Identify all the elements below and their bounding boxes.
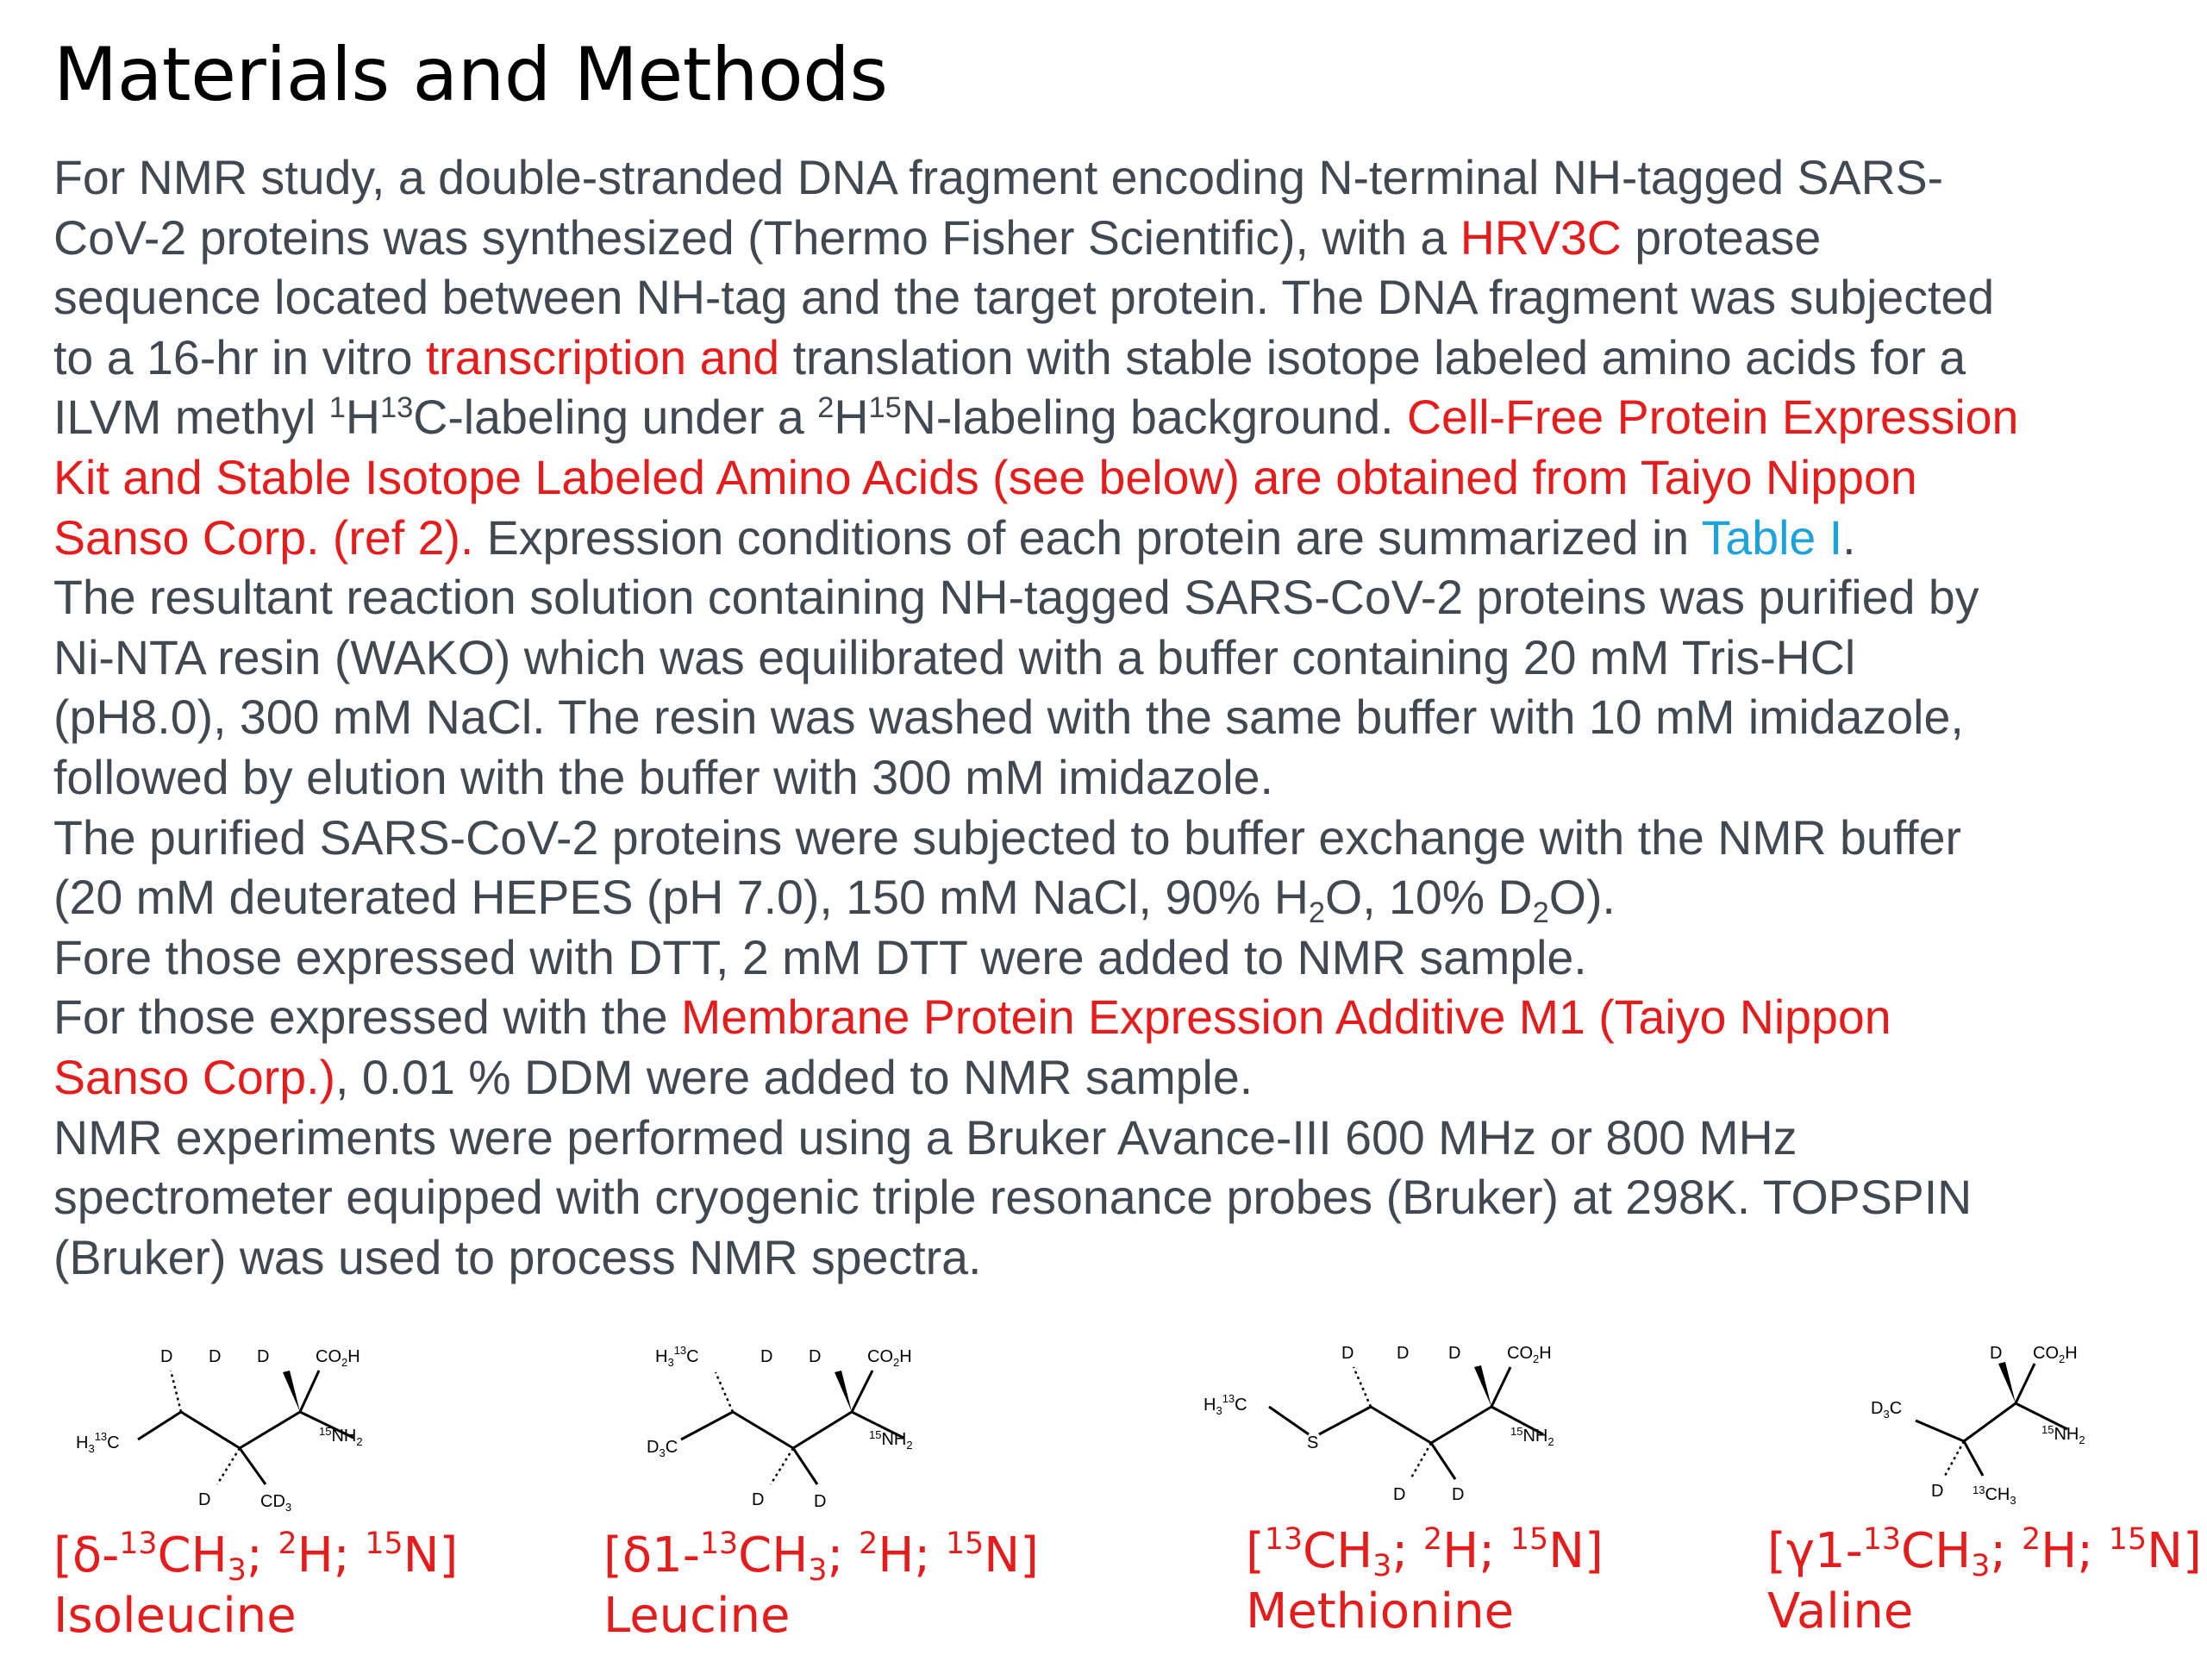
text-line: Sanso Corp.), 0.01 % DDM were added to NMR sample. [53, 1050, 1254, 1104]
valine-label: [$\gamma 1-^{13}CH_3$; $^2$H; $^{15}$N] Valine [1767, 1522, 2202, 1639]
svg-text:15NH2: $^{15}NH_2$ [2041, 1423, 2085, 1446]
svg-text:15NH2: $^{15}NH_2$ [869, 1428, 913, 1452]
text-line: NMR experiments were performed using a Bruker Avance-III 600 MHz or 800 MHz [53, 1110, 1797, 1165]
methionine-label: [$^{13}CH_3$; $^2$H; $^{15}$N] Methionine [1246, 1522, 1604, 1639]
svg-text:D: D [1452, 1485, 1465, 1504]
ref-link[interactable]: Sanso Corp. (ref 2). [53, 510, 474, 565]
svg-text:H313C: $H_3^{13}C$ [655, 1344, 699, 1369]
svg-text:D3C: $D_3C$ [647, 1438, 678, 1459]
svg-text:D: D [752, 1490, 765, 1509]
isoleucine-label: [$\delta-^{13}CH_3$; $^2$H; $^{15}$N] Isoleucine [53, 1527, 459, 1644]
methionine-structure [1198, 1327, 1578, 1517]
svg-text:H313C: $H_3^{13}C$ [1204, 1392, 1247, 1417]
membrane-additive-link-cont[interactable]: Sanso Corp.) [53, 1050, 335, 1104]
svg-text:H313C: $H_3^{13}C$ [76, 1430, 120, 1455]
text-line: spectrometer equipped with cryogenic triple resonance probes (Bruker) at 298K. TOPSPIN [53, 1171, 1973, 1225]
text-line: Sanso Corp. (ref 2). Expression conditions of each protein are summarized in Table I. [53, 510, 1856, 565]
text-line: The purified SARS-CoV-2 proteins were subjected to buffer exchange with the NMR buffer [53, 810, 1961, 865]
svg-text:D: D [160, 1347, 173, 1366]
isoleucine-structure [60, 1327, 422, 1517]
valine-structure [1854, 1327, 2164, 1517]
svg-text:D: D [198, 1490, 211, 1509]
svg-text:CO2H: $CO_2H$ [316, 1347, 360, 1369]
methods-paragraph [53, 148, 2174, 1288]
text-line: CoV-2 proteins was synthesized (Thermo Fisher Scientific), with a HRV3C protease [53, 210, 1822, 265]
text-line: (Bruker) was used to process NMR spectra. [53, 1230, 982, 1284]
svg-text:CO2H: $CO_2H$ [867, 1347, 912, 1369]
text-line: Ni-NTA resin (WAKO) which was equilibrated with a buffer containing 20 mM Tris-HCl [53, 630, 1856, 684]
text-line: (20 mM deuterated HEPES (pH 7.0), 150 mM NaCl, 90% $H_2O$, 10% $D_2O$). [53, 871, 1616, 929]
svg-text:15NH2: $^{15}NH_2$ [319, 1425, 363, 1448]
text-line: followed by elution with the buffer with 300 mM imidazole. [53, 750, 1273, 804]
svg-text:D: D [1448, 1344, 1461, 1363]
page-title: Materials and Methods [53, 32, 888, 118]
svg-text:D: D [1393, 1485, 1406, 1504]
svg-text:D: D [257, 1347, 270, 1366]
cell-free-kit-link[interactable]: Cell-Free Protein Expression [1406, 390, 2019, 445]
svg-text:CO2H: $CO_2H$ [2033, 1344, 2078, 1365]
svg-text:D: D [809, 1347, 822, 1366]
text-line: For those expressed with the Membrane Protein Expression Additive M1 (Taiyo Nippon [53, 990, 1891, 1045]
svg-text:D: D [814, 1492, 827, 1511]
svg-text:D: D [760, 1347, 773, 1366]
svg-text:CO2H: $CO_2H$ [1507, 1344, 1552, 1365]
svg-text:D3C: $D_3C$ [1871, 1399, 1903, 1421]
text-line: The resultant reaction solution containing NH-tagged SARS-CoV-2 proteins was purified by [53, 571, 1979, 625]
svg-text:D: D [1990, 1344, 2003, 1363]
svg-text:CD3: $CD_3$ [260, 1492, 292, 1514]
text-line: Fore those expressed with DTT, 2 mM DTT were added to NMR sample. [53, 930, 1587, 984]
leucine-structure [629, 1327, 991, 1517]
svg-text:S: S [1307, 1433, 1319, 1452]
transcription-link[interactable]: transcription and [425, 330, 780, 384]
svg-text:15NH2: $^{15}NH_2$ [1510, 1425, 1554, 1448]
membrane-additive-link[interactable]: Membrane Protein Expression Additive M1 (Taiyo Nippon [681, 990, 1891, 1045]
leucine-label: [$\delta 1-^{13}CH_3$; $^2$H; $^{15}$N] Leucine [603, 1527, 1039, 1644]
table-i-link[interactable]: Table I [1701, 510, 1843, 565]
svg-text:D: D [209, 1347, 222, 1366]
svg-text:D: D [1341, 1344, 1354, 1363]
svg-text:D: D [1931, 1482, 1944, 1501]
text-line: sequence located between NH-tag and the target protein. The DNA fragment was subjected [53, 271, 1995, 325]
text-line: (pH8.0), 300 mM NaCl. The resin was washed with the same buffer with 10 mM imidazole, [53, 690, 1964, 745]
text-line: ILVM methyl $^1H^{13}C$-labeling under a $^2H^{15}N$-labeling background. Cell-Free Protein Expression [53, 390, 2019, 445]
hrv3c-link[interactable]: HRV3C [1460, 210, 1622, 265]
svg-text:D: D [1397, 1344, 1410, 1363]
text-line: to a 16-hr in vitro transcription and translation with stable isotope labeled amino acids for a [53, 330, 1966, 384]
svg-text:13CH3: $^{13}CH_3$ [1973, 1483, 2016, 1507]
text-line: For NMR study, a double-stranded DNA fragment encoding N-terminal NH-tagged SARS- [53, 151, 1944, 204]
text-line[interactable]: Kit and Stable Isotope Labeled Amino Acids (see below) are obtained from Taiyo Nippon [53, 450, 1917, 504]
